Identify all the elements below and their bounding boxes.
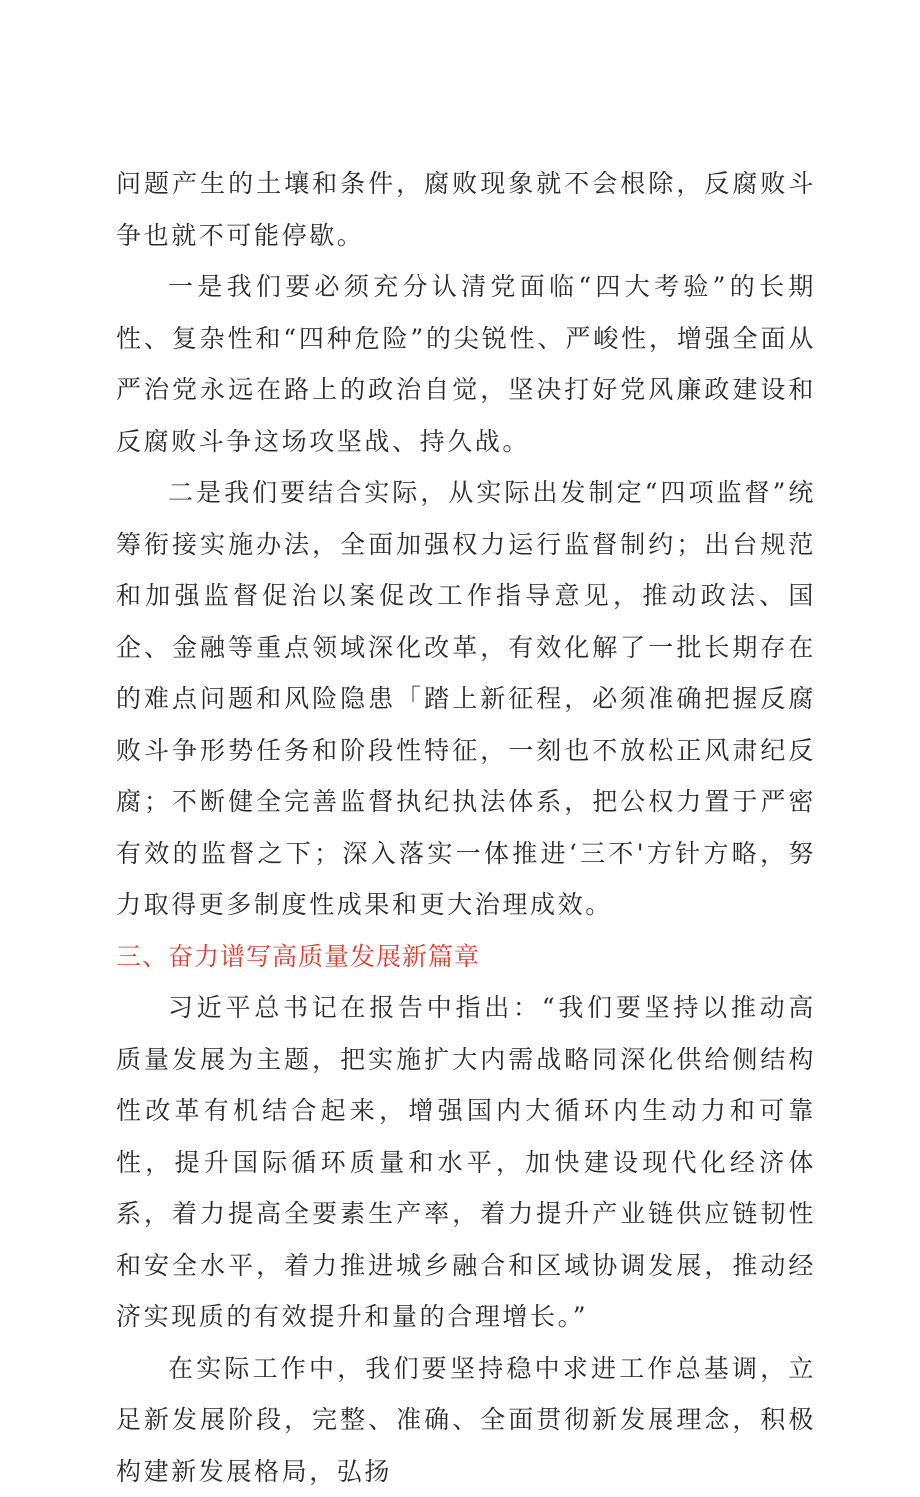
paragraph-second-point: 二是我们要结合实际，从实际出发制定“四项监督”统筹衔接实施办法，全面加强权力运行监督制约；出台规范和加强监督促治以案促改工作指导意见，推动政法、国企、金融等重点领域深化改革，有效化解了一批长期存在的难点问题和风险隐患「踏上新征程，必须准确把握反腐败斗争形势任务和阶段性特征，一刻也不放松正风肃纪反腐；不断健全完善监督执纪执法体系，把公权力置于严密有效的监督之下；深入落实一体推进‘三不'方针方略，努力取得更多制度性成果和更大治理成效。 (116, 467, 816, 931)
document-body (116, 158, 816, 1497)
paragraph-first-point: 一是我们要必须充分认清党面临“四大考验”的长期性、复杂性和“四种危险”的尖锐性、严峻性，增强全面从严治党永远在路上的政治自觉，坚决打好党风廉政建设和反腐败斗争这场攻坚战、持久战。 (116, 261, 816, 467)
section-heading: 三、奋力谱写高质量发展新篇章 (116, 931, 816, 983)
paragraph-practice: 在实际工作中，我们要坚持稳中求进工作总基调，立足新发展阶段，完整、准确、全面贯彻新发展理念，积极构建新发展格局，弘扬 (116, 1343, 816, 1497)
paragraph-quote: 习近平总书记在报告中指出：“我们要坚持以推动高质量发展为主题，把实施扩大内需战略同深化供给侧结构性改革有机结合起来，增强国内大循环内生动力和可靠性，提升国际循环质量和水平，加快建设现代化经济体系，着力提高全要素生产率，着力提升产业链供应链韧性和安全水平，着力推进城乡融合和区域协调发展，推动经济实现质的有效提升和量的合理增长。” (116, 982, 816, 1343)
paragraph-continuation: 问题产生的土壤和条件，腐败现象就不会根除，反腐败斗争也就不可能停歇。 (116, 158, 816, 261)
